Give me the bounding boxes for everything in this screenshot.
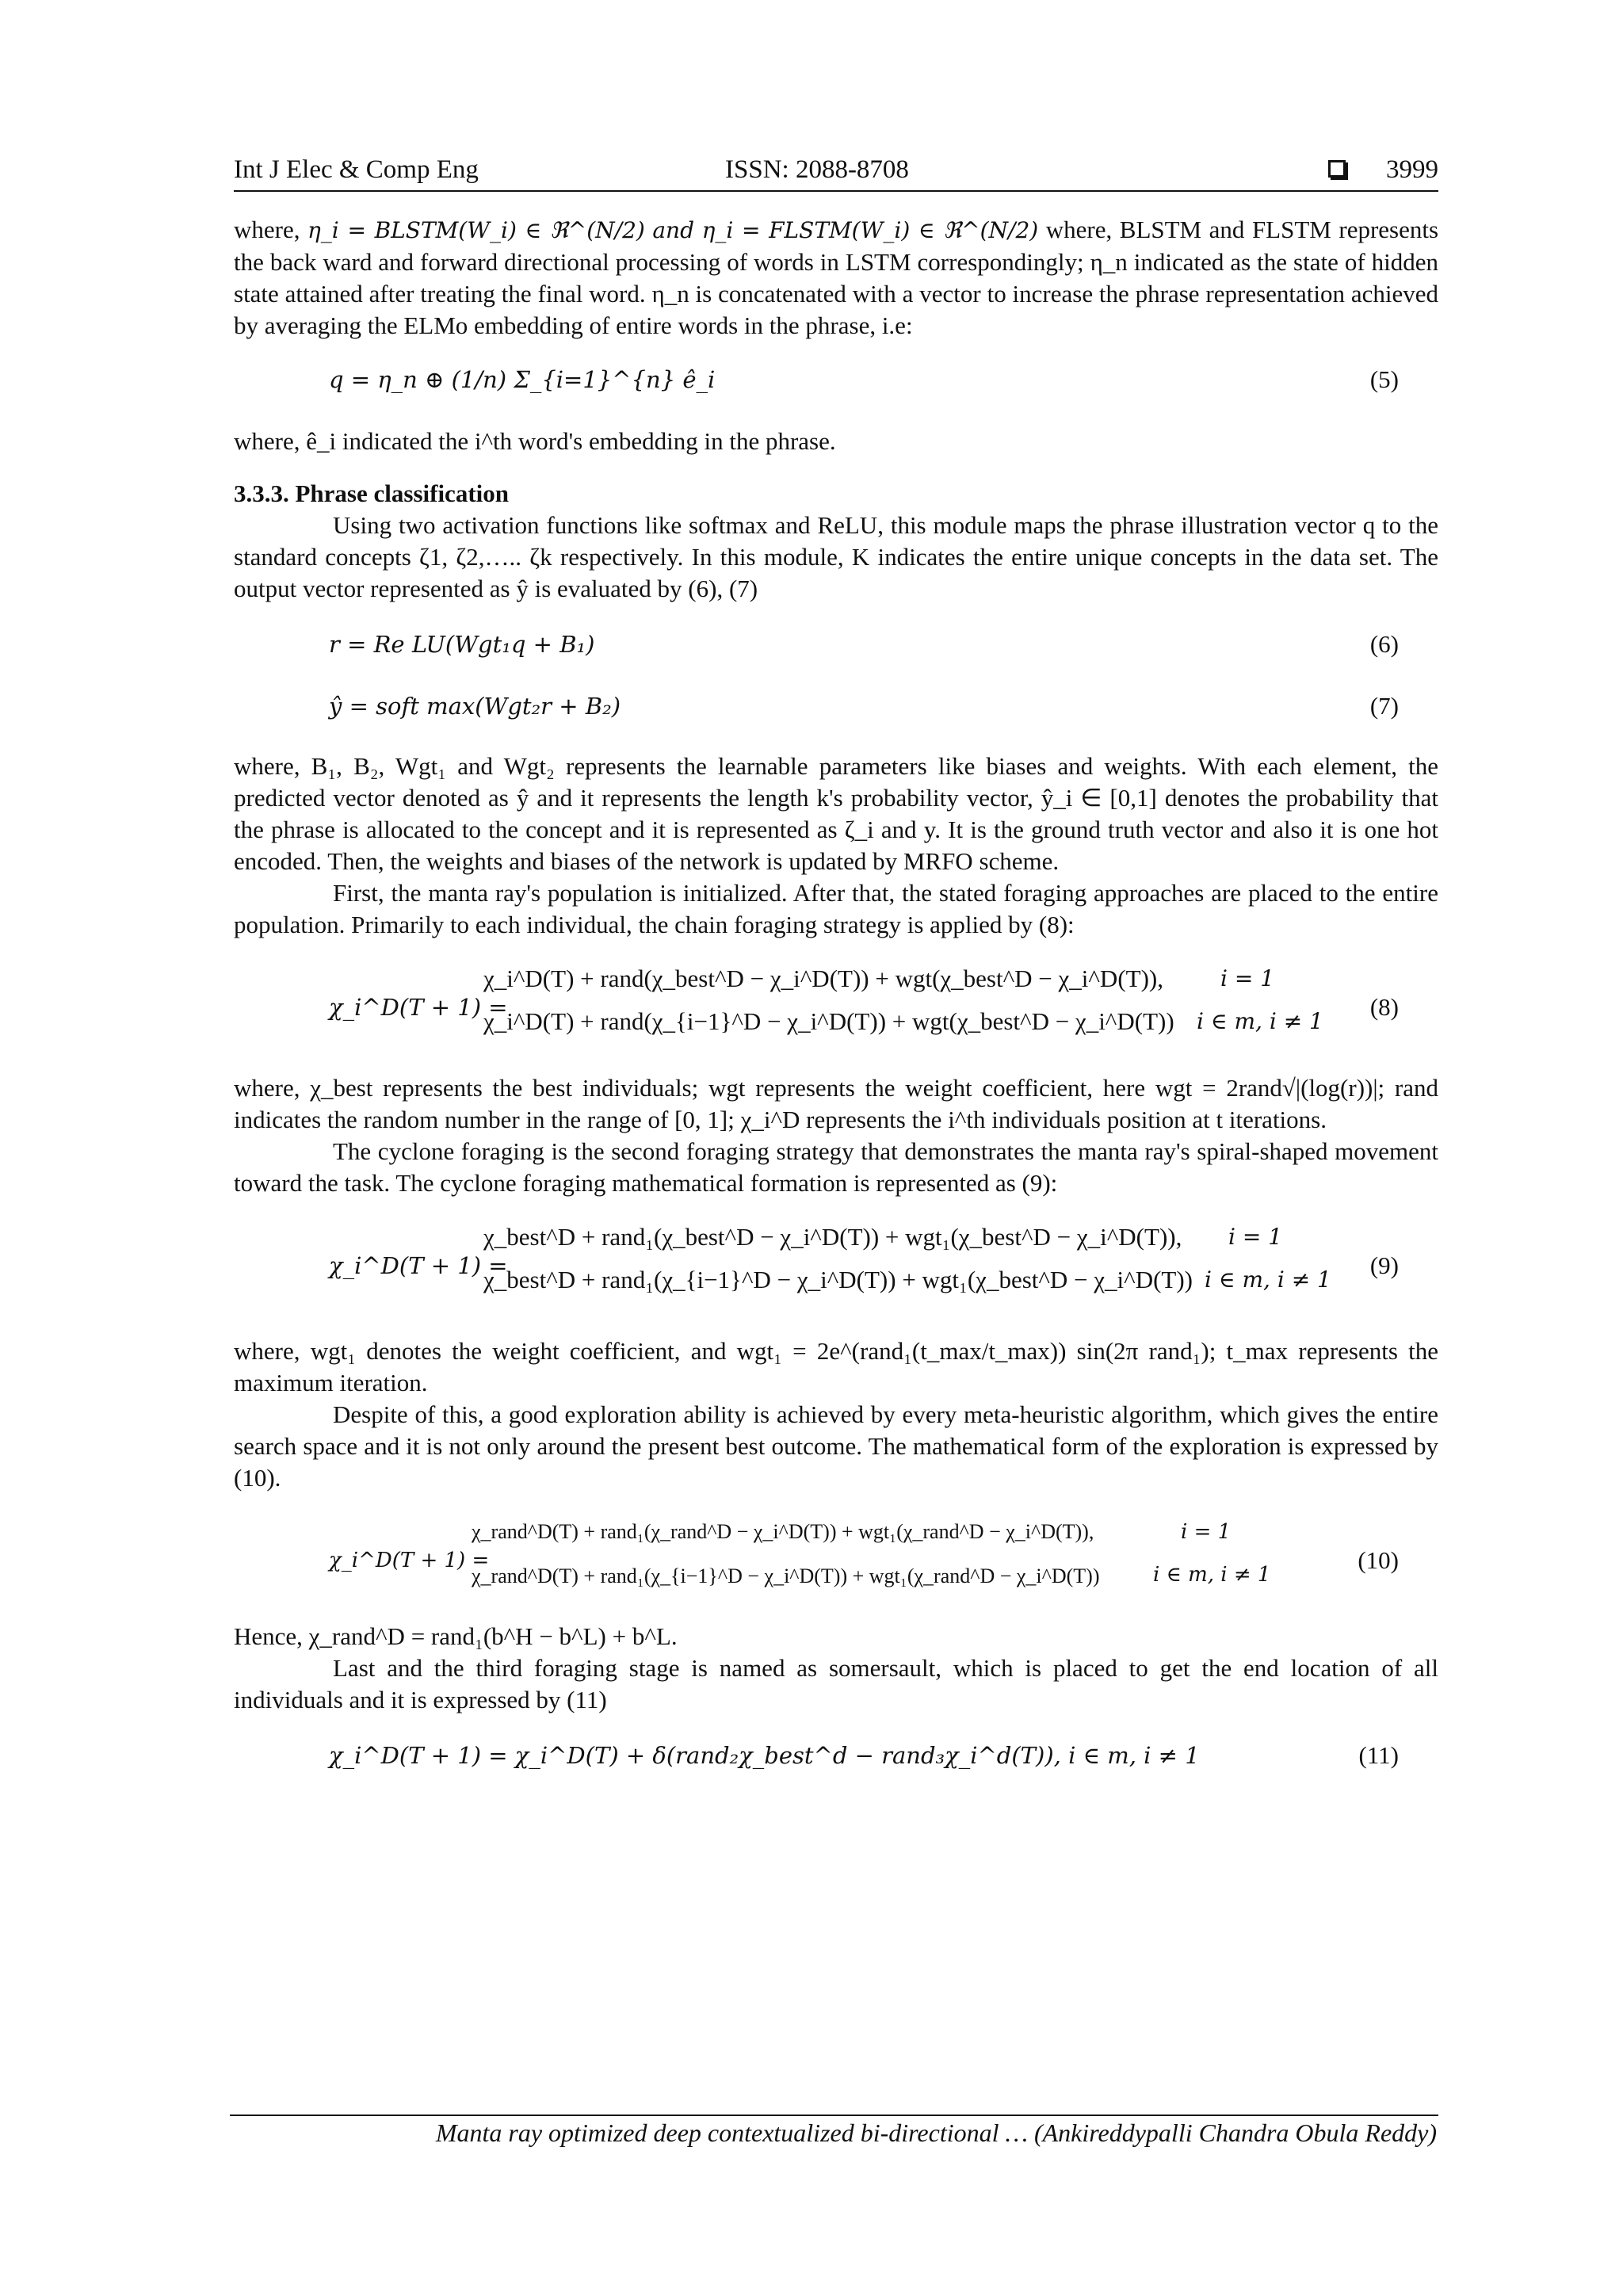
equation-6: r = Re LU(Wgt₁q + B₁) (6) bbox=[329, 630, 1399, 658]
equation-7: ŷ = soft max(Wgt₂r + B₂) (7) bbox=[329, 692, 1399, 720]
equation-5: q = η_n ⊕ (1/n) Σ_{i=1}^{n} ê_i (5) bbox=[329, 365, 1399, 393]
after-eq7-paragraph: where, B₁, B₂, Wgt₁ and Wgt₂ represents the learnable parameters like biases and weights. With each element, the predicted vector denoted as ŷ and it represents the length k's probability vector, ŷ_i ∈ [0,1] denotes the probability that the phrase is allocated to the concept and it is represented as ζ_i and y. It is the ground truth vector and also it is one hot encoded. Then, the weights and biases of the network is updated by MRFO scheme. bbox=[234, 752, 1438, 875]
header-rule bbox=[234, 190, 1438, 192]
footer-rule bbox=[230, 2115, 1438, 2116]
cyclone-paragraph: The cyclone foraging is the second foraging strategy that demonstrates the manta ray's spiral-shaped movement toward the task. The cyclone foraging mathematical formation is represented as (9): bbox=[234, 1137, 1438, 1197]
issn: ISSN: 2088-8708 bbox=[725, 155, 909, 184]
eta-forward: η_i = FLSTM(W_i) ∈ ℜ^(N/2) bbox=[701, 217, 1039, 243]
eq10-cases: χ_rand^D(T) + rand₁(χ_rand^D − χ_i^D(T)) + wgt₁(χ_rand^D − χ_i^D(T)), χ_rand^D(T) + rand₁(χ_{i−1}^D − χ_i^D(T)) + wgt₁(χ_rand^D − χ_i^D(T)) bbox=[472, 1520, 1100, 1587]
after-eq8-paragraph: where, χ_best represents the best individuals; wgt represents the weight coefficient, here wgt = 2rand√|(log(r))|; rand indicates the random number in the range of [0, 1]; χ_i^D represents the i^th individuals position at t iterations. bbox=[234, 1074, 1438, 1133]
after-eq5-text: where, ê_i indicated the i^th word's embedding in the phrase. bbox=[234, 427, 836, 455]
eq9-cases: χ_best^D + rand₁(χ_best^D − χ_i^D(T)) + wgt₁(χ_best^D − χ_i^D(T)), χ_best^D + rand₁(χ_{i−1}^D − χ_i^D(T)) + wgt₁(χ_best^D − χ_i^D(T)) bbox=[483, 1223, 1193, 1293]
despite-paragraph: Despite of this, a good exploration ability is achieved by every meta-heuristic algorithm, which gives the entire search space and it is not only around the present best outcome. The mathematical form of the exploration is expressed by (10). bbox=[234, 1400, 1438, 1492]
hence-line: Hence, χ_rand^D = rand₁(b^H − b^L) + b^L. bbox=[234, 1622, 678, 1650]
intro-paragraph: where, η_i = BLSTM(W_i) ∈ ℜ^(N/2) and η_i = FLSTM(W_i) ∈ ℜ^(N/2) where, BLSTM and FLSTM represents the back ward and forward directional processing of words in LSTM correspondingly; η_n indicated as the state of hidden state attained after treating the final word. η_n is concatenated with a vector to increase the phrase representation achieved by averaging the ELMo embedding of entire words in the phrase, i.e: bbox=[234, 216, 1439, 339]
equation-11: χ_i^D(T + 1) = χ_i^D(T) + δ(rand₂χ_best^d − rand₃χ_i^d(T)), i ∈ m, i ≠ 1 (11) bbox=[329, 1741, 1399, 1769]
eta-backward: η_i = BLSTM(W_i) ∈ ℜ^(N/2) bbox=[307, 217, 645, 243]
last-paragraph: Last and the third foraging stage is named as somersault, which is placed to get the end location of all individuals and it is expressed by (11) bbox=[234, 1654, 1438, 1713]
section-heading: 3.3.3. Phrase classification bbox=[234, 479, 509, 507]
after-eq9-paragraph: where, wgt₁ denotes the weight coefficient, and wgt₁ = 2e^(rand₁(t_max/t_max)) sin(2π rand₁); t_max represents the maximum iteration. bbox=[234, 1337, 1438, 1396]
equation-10: χ_i^D(T + 1) = χ_rand^D(T) + rand₁(χ_rand^D − χ_i^D(T)) + wgt₁(χ_rand^D − χ_i^D(T)), χ_rand^D(T) + rand₁(χ_{i−1}^D − χ_i^D(T)) + wgt₁(χ_rand^D − χ_i^D(T)) i = 1 i ∈ m, i ≠ 1 (10) bbox=[234, 1516, 1438, 1603]
equation-9: χ_i^D(T + 1) = χ_best^D + rand₁(χ_best^D − χ_i^D(T)) + wgt₁(χ_best^D − χ_i^D(T)), χ_best^D + rand₁(χ_{i−1}^D − χ_i^D(T)) + wgt₁(χ_best^D − χ_i^D(T)) i = 1 i ∈ m, i ≠ 1 (9) bbox=[234, 1221, 1438, 1308]
page-body bbox=[234, 214, 1438, 1784]
page-number: 3999 bbox=[1386, 155, 1438, 184]
page-footer: Manta ray optimized deep contextualized bi-directional … (Ankireddypalli Chandra Obula Reddy) bbox=[435, 2118, 1437, 2147]
section-paragraph: Using two activation functions like softmax and ReLU, this module maps the phrase illustration vector q to the standard concepts ζ1, ζ2,….. ζk respectively. In this module, K indicates the entire unique concepts in the data set. The output vector represented as ŷ is evaluated by (6), (7) bbox=[234, 511, 1438, 602]
eq8-cases: χ_i^D(T) + rand(χ_best^D − χ_i^D(T)) + wgt(χ_best^D − χ_i^D(T)), χ_i^D(T) + rand(χ_{i−1}^D − χ_i^D(T)) + wgt(χ_best^D − χ_i^D(T)) bbox=[483, 965, 1174, 1035]
page-header bbox=[234, 155, 1438, 190]
square-icon bbox=[1328, 160, 1346, 178]
first-paragraph: First, the manta ray's population is initialized. After that, the stated foraging approaches are placed to the entire population. Primarily to each individual, the chain foraging strategy is applied by (8): bbox=[234, 879, 1438, 938]
journal-name: Int J Elec & Comp Eng bbox=[234, 155, 479, 184]
equation-8: χ_i^D(T + 1) = χ_i^D(T) + rand(χ_best^D − χ_i^D(T)) + wgt(χ_best^D − χ_i^D(T)), χ_i^D(T) + rand(χ_{i−1}^D − χ_i^D(T)) + wgt(χ_best^D − χ_i^D(T)) i = 1 i ∈ m, i ≠ 1 (8) bbox=[234, 963, 1438, 1050]
